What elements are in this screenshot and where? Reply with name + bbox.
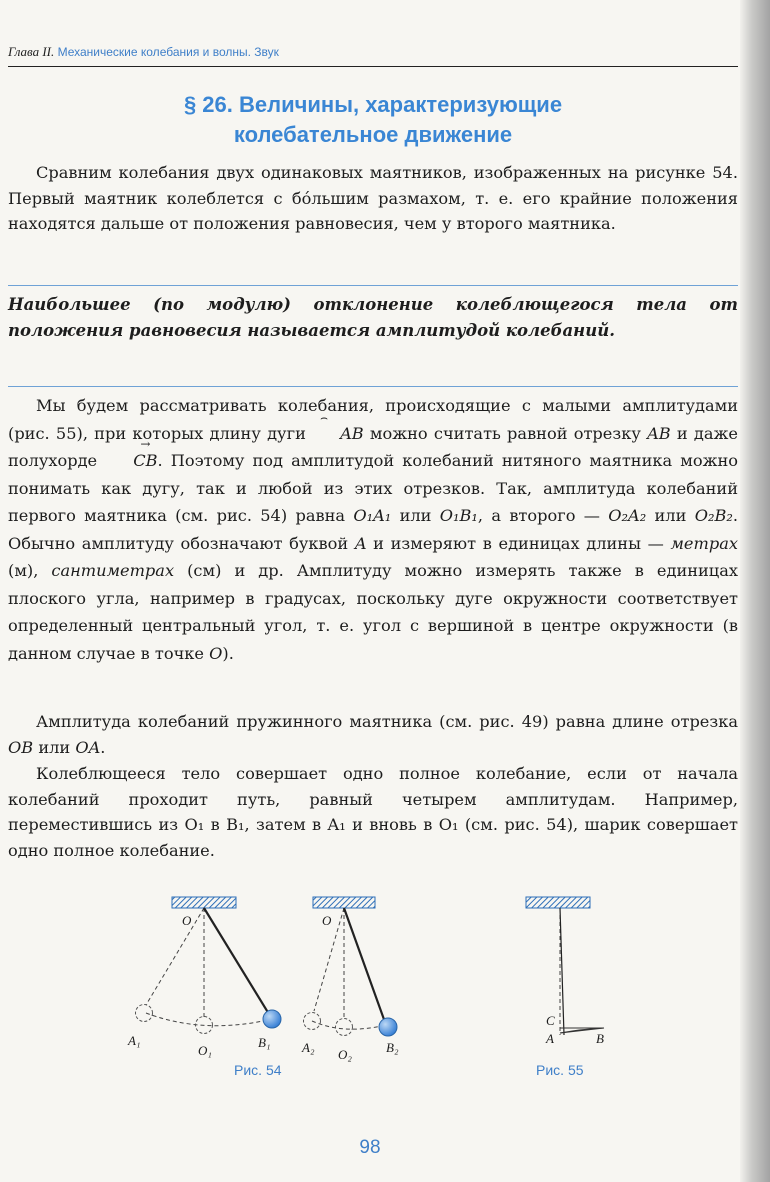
label-o-1: O [182, 913, 192, 928]
section-title-line1: § 26. Величины, характеризующие [183, 92, 563, 117]
label-b1: B₁ [258, 1035, 271, 1050]
running-header [8, 44, 388, 60]
label-b: B [596, 1031, 604, 1046]
amplitude-paragraph: Мы будем рассматривать колебания, происходящие с малыми амплитудами (рис. 55), при которых длину дуги ⌣ AB можно считать равной отрезку AB и даже полухорде → CB. Поэтому под амплитудой колебаний нитяного маятника можно понимать как дугу, так и любой из этих отрезков. Так, амплитуда колебаний первого маятника (см. рис. 54) равна O₁A₁ или O₁B₁, а второго — O₂A₂ или O₂B₂. Обычно амплитуду обозначают буквой A и измеряют в единицах длины — метрах (м), сантиметрах (см) и др. Амплитуду можно измерять также в единицах плоского угла, например в градусах, поскольку дуге окружности соответствует определенный центральный угол, т. е. угол с вершиной в центре окружности (в данном случае в точке O). [8, 392, 738, 667]
term-meters: метрах [670, 533, 738, 553]
section-title-line2: колебательное движение [233, 122, 513, 147]
ceiling-1 [172, 897, 236, 908]
thread-right-2 [344, 908, 386, 1025]
definition-text: Наибольшее (по модулю) отклонение колеблющегося тела от положения равновесия называется амплитудой колебаний. [8, 295, 738, 340]
ball-o2 [336, 1019, 353, 1036]
section-title [8, 90, 738, 150]
arc-ab: ⌣ AB [312, 420, 364, 448]
label-c: C [546, 1013, 555, 1028]
header-rule [8, 66, 738, 67]
thread-right-1 [204, 908, 272, 1019]
ball-b1 [263, 1010, 281, 1028]
definition-box [8, 285, 738, 387]
label-o1: O₁ [198, 1043, 212, 1058]
segment-ab: AB [647, 423, 671, 443]
figures [90, 885, 650, 1078]
vector-cb: → CB [105, 447, 157, 475]
label-o2: O₂ [338, 1047, 352, 1062]
ball-a1 [136, 1005, 153, 1022]
thread-3 [560, 908, 564, 1035]
page-edge-shadow [740, 0, 770, 1182]
label-o-2: O [322, 913, 332, 928]
ceiling-2 [313, 897, 375, 908]
thread-left-1 [146, 908, 204, 1005]
caption-fig54: Рис. 54 [234, 1062, 282, 1078]
full-oscillation-paragraph: Колеблющееся тело совершает одно полное колебание, если от начала колебаний проходит путь, равный четырем амплитудам. Например, переместившись из O₁ в B₁, затем в A₁ и вновь в O₁ (см. рис. 54), шарик совершает одно полное колебание. [8, 764, 738, 860]
chapter-subject: Механические колебания и волны. Звук [57, 45, 279, 59]
spring-paragraph: Амплитуда колебаний пружинного маятника (см. рис. 49) равна длине отрезка OB или OA. [8, 712, 738, 757]
ball-b2 [379, 1018, 397, 1036]
intro-paragraph: Сравним колебания двух одинаковых маятников, изображенных на рисунке 54. Первый маятник колеблется с бо́льшим размахом, т. е. его крайние положения находятся дальше от положения равновесия, чем у второго маятника. [8, 163, 738, 233]
label-a: A [546, 1031, 554, 1046]
label-a2: A₂ [302, 1040, 315, 1055]
caption-fig55: Рис. 55 [536, 1062, 584, 1078]
arc-1 [146, 1013, 272, 1026]
label-b2: B₂ [386, 1040, 399, 1055]
chapter-label: Глава II. [8, 44, 55, 59]
term-centimeters: сантиметрах [51, 561, 175, 580]
label-a1: A₁ [128, 1033, 141, 1048]
page-number: 98 [359, 1137, 381, 1158]
arc-2 [312, 1021, 386, 1029]
ceiling-3 [526, 897, 590, 908]
pendulum-diagrams [90, 885, 650, 1075]
